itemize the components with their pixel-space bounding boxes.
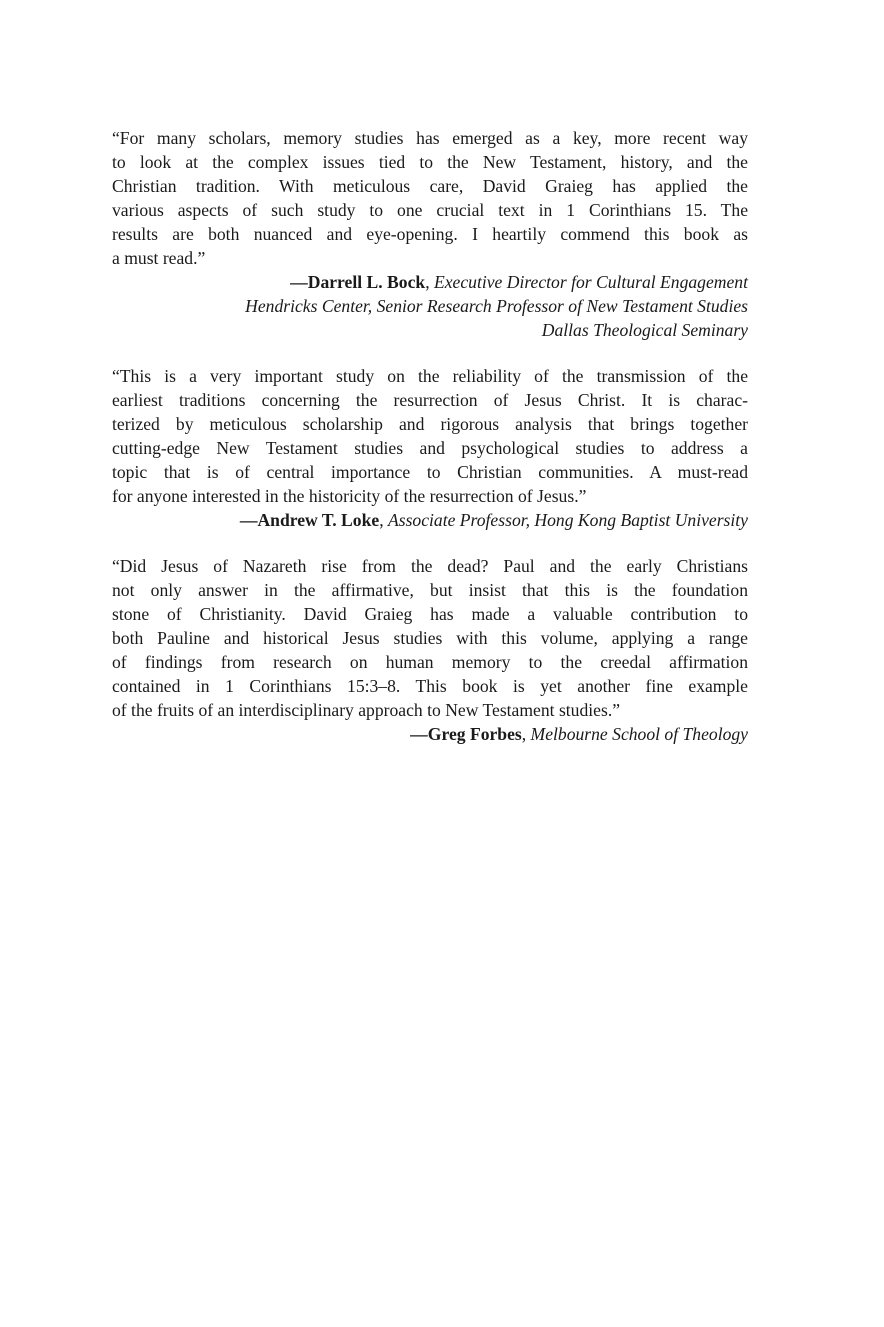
attribution-separator: , [379,510,388,530]
endorsements-section [112,126,748,768]
author-affiliation: Melbourne School of Theology [530,724,748,744]
quote-line: of findings from research on human memory to the creedal affirmation [112,652,748,672]
author-name: Greg Forbes [427,724,522,744]
quote-line: “This is a very important study on the reliability of the transmission of the [112,366,748,386]
quote-line: cutting-edge New Testament studies and psychological studies to address a [112,438,748,458]
endorsement-attribution [112,508,748,532]
attribution-separator: , [521,724,531,744]
endorsement-bock [112,126,748,342]
author-name: Darrell L. Bock [307,272,426,292]
endorsement-forbes [112,554,748,746]
author-title: Associate Professor, Hong Kong Baptist University [387,510,748,530]
quote-line: for anyone interested in the historicity of the resurrection of Jesus.” [112,486,587,506]
endorsement-loke [112,364,748,532]
quote-line: both Pauline and historical Jesus studies with this volume, applying a range [112,628,748,648]
quote-line: various aspects of such study to one crucial text in 1 Corinthians 15. The [112,200,748,220]
attribution-line [112,722,748,746]
author-dash: — [290,272,308,292]
endorsement-attribution [112,270,748,342]
quote-line: stone of Christianity. David Graieg has made a valuable contribution to [112,604,748,624]
author-affiliation: Dallas Theological Seminary [541,320,748,340]
author-title: Executive Director for Cultural Engagement [433,272,748,292]
attribution-separator: , [425,272,434,292]
quote-line: to look at the complex issues tied to the New Testament, history, and the [112,152,748,172]
quote-line: of the fruits of an interdisciplinary approach to New Testament studies.” [112,700,621,720]
attribution-line [112,270,748,294]
quote-line: earliest traditions concerning the resurrection of Jesus Christ. It is charac- [112,390,748,410]
quote-line: contained in 1 Corinthians 15:3–8. This book is yet another fine example [112,676,748,696]
attribution-line [112,508,748,532]
author-dash: — [239,510,258,530]
endorsement-quote [112,126,748,270]
endorsement-quote [112,554,748,722]
quote-line: not only answer in the affirmative, but insist that this is the foundation [112,580,748,600]
quote-line: “Did Jesus of Nazareth rise from the dead? Paul and the early Christians [112,556,748,576]
author-title: Hendricks Center, Senior Research Professor of New Testament Studies [245,296,748,316]
quote-line: “For many scholars, memory studies has emerged as a key, more recent way [112,128,748,148]
endorsement-attribution [112,722,748,746]
quote-line: terized by meticulous scholarship and rigorous analysis that brings together [112,414,748,434]
quote-line: a must read.” [112,248,206,268]
author-name: Andrew T. Loke [257,510,380,530]
author-dash: — [410,724,428,744]
quote-line: Christian tradition. With meticulous care, David Graieg has applied the [112,176,748,196]
quote-line: results are both nuanced and eye-opening. I heartily commend this book as [112,224,748,244]
endorsement-quote [112,364,748,508]
quote-line: topic that is of central importance to Christian communities. A must-read [112,462,748,482]
